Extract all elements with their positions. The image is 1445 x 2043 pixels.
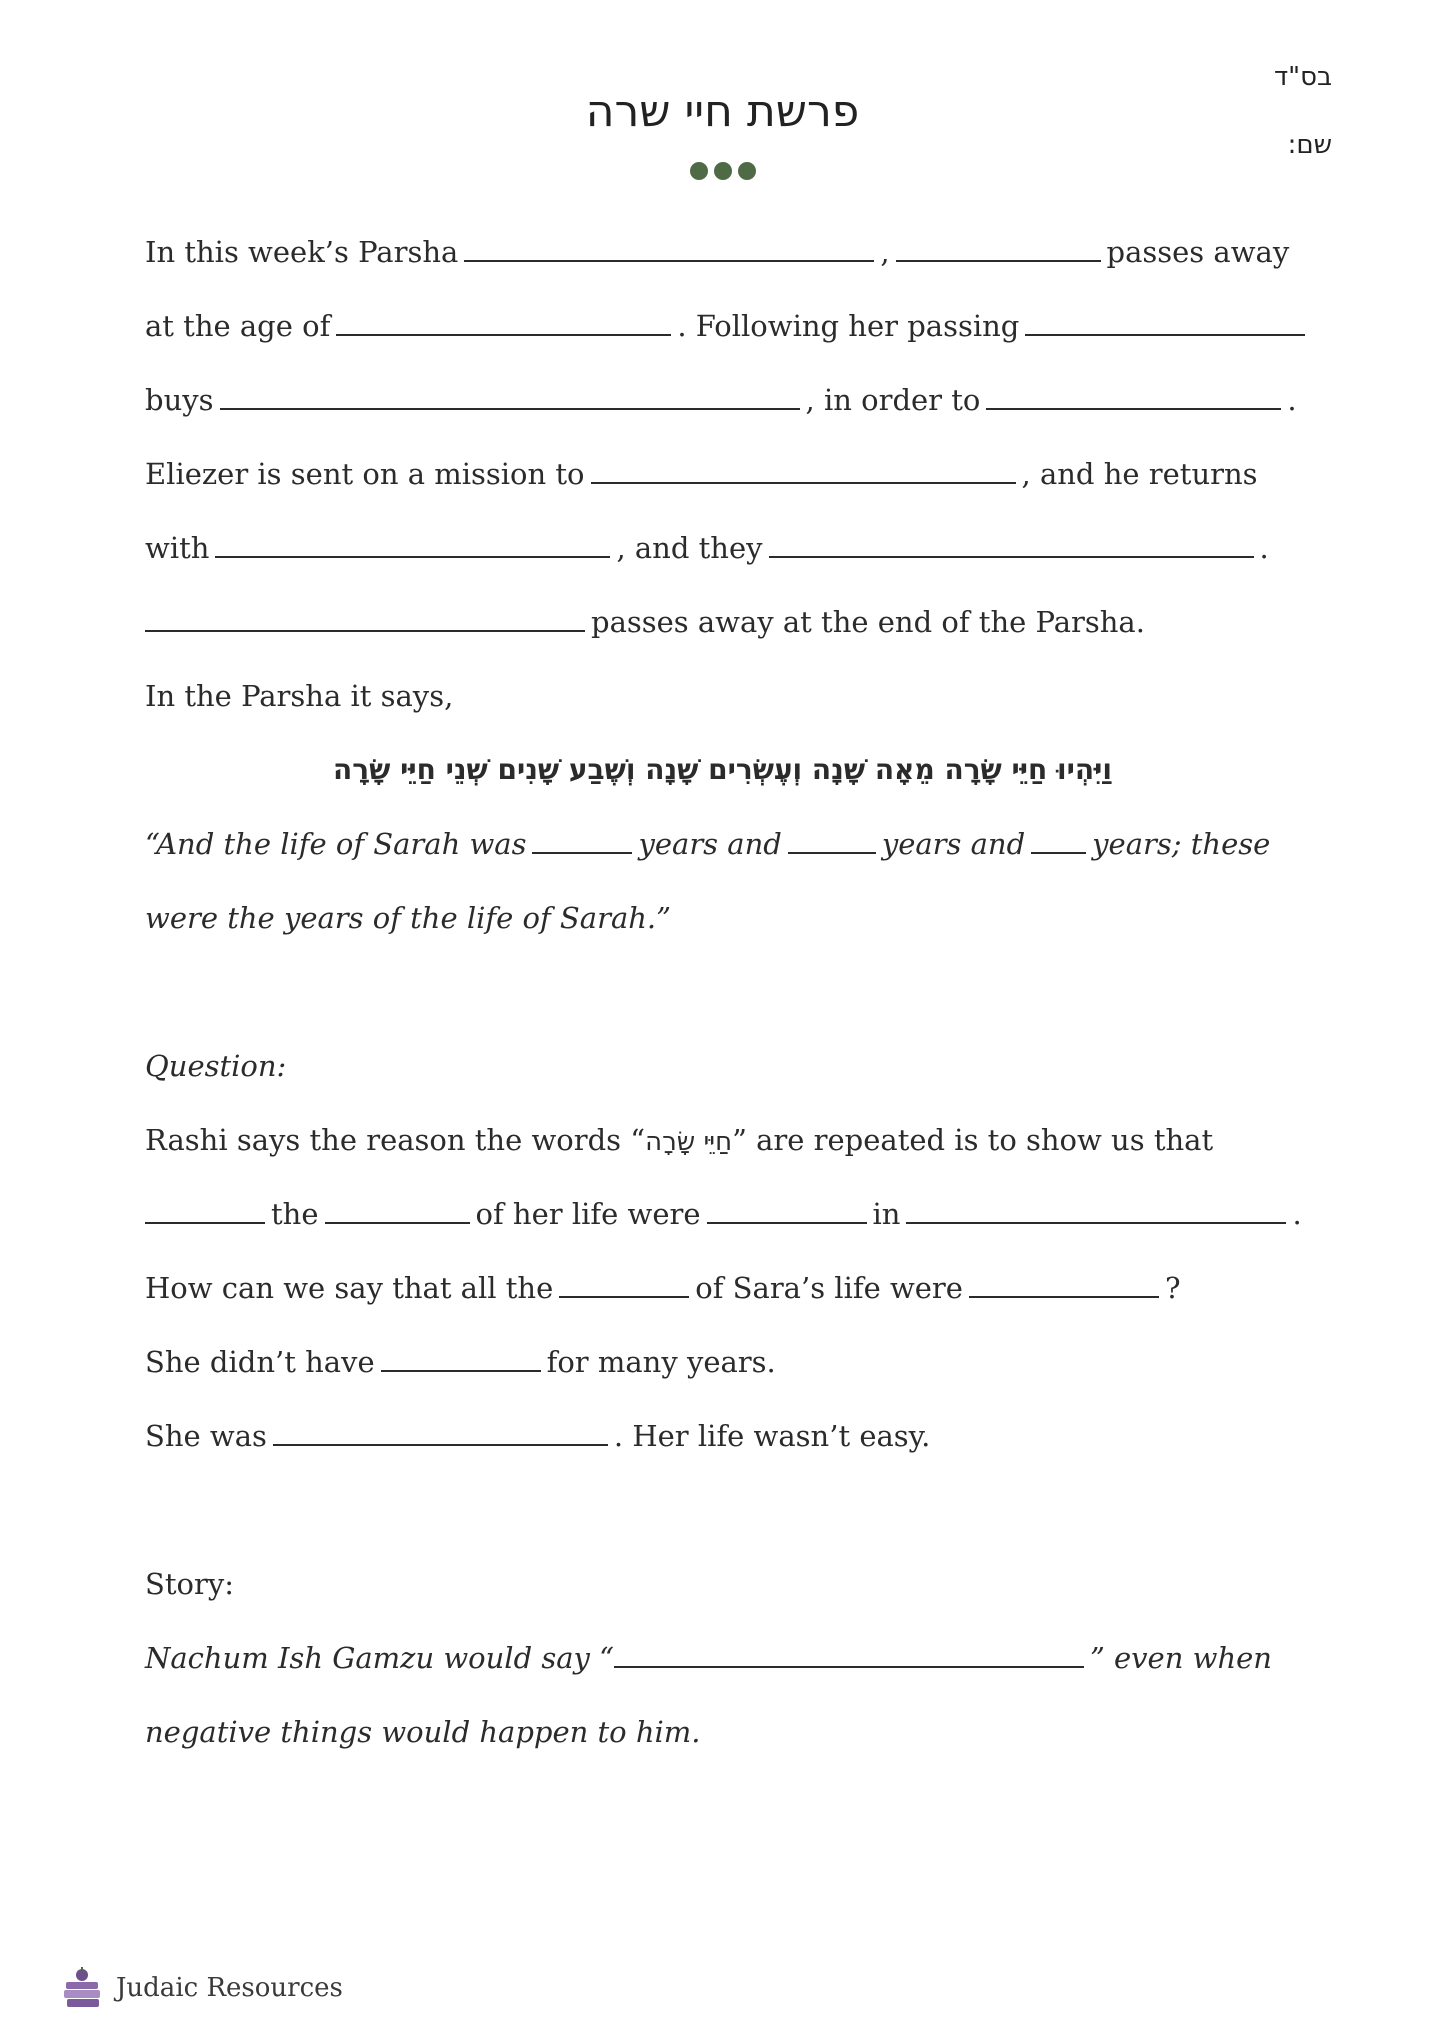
bsd-mark: בס"ד (1273, 62, 1332, 92)
blank-who-buys[interactable] (1025, 312, 1305, 336)
title-divider (0, 162, 1445, 180)
blank-and-they[interactable] (769, 534, 1254, 558)
paragraph-line-7: In the Parsha it says, (145, 679, 454, 713)
blank-purpose[interactable] (986, 386, 1281, 410)
blank-saying[interactable] (614, 1644, 1084, 1668)
question-heading: Question: (145, 1049, 287, 1083)
blank-years-2[interactable] (559, 1274, 689, 1298)
paragraph-line-1: In this week’s Parsha , passes away (145, 235, 1290, 269)
blank-she-was[interactable] (273, 1422, 608, 1446)
paragraph-line-6: passes away at the end of the Parsha. (145, 602, 1305, 642)
question-line-2: the of her life were in . (145, 1194, 1305, 1234)
footer-label: Judaic Resources (116, 1973, 343, 2003)
blank-years[interactable] (325, 1200, 470, 1224)
question-line-3: How can we say that all the of Sara’s life were ? (145, 1271, 1181, 1305)
verse-translation-line-2: were the years of the life of Sarah.” (145, 901, 671, 935)
blank-good[interactable] (969, 1274, 1159, 1298)
blank-equal[interactable] (707, 1200, 867, 1224)
hebrew-verse: וַיִּהְיוּ חַיֵּי שָׂרָה מֵאָה שָׁנָה וְעֶשְׂרִים שָׁנָה וְשֶׁבַע שָׁנִים שְׁנֵי חַיֵּי שָׂרָה (333, 753, 1112, 786)
blank-children[interactable] (381, 1348, 541, 1372)
footer (62, 1966, 343, 2010)
blank-age[interactable] (336, 312, 671, 336)
question-line-1: Rashi says the reason the words “חַיֵּי שָׂרָה” are repeated is to show us that (145, 1123, 1214, 1157)
story-line-1: Nachum Ish Gamzu would say “ ” even when (145, 1641, 1272, 1675)
blank-goodness[interactable] (906, 1200, 1286, 1224)
books-apple-icon (62, 1966, 102, 2010)
name-label: שם: (1287, 130, 1332, 160)
divider-dot (738, 162, 756, 180)
divider-dot (690, 162, 708, 180)
paragraph-line-2: at the age of . Following her passing (145, 306, 1305, 346)
page-title: פרשת חיי שרה (585, 86, 860, 137)
story-heading: Story: (145, 1567, 234, 1601)
blank-who-passes[interactable] (896, 238, 1101, 262)
blank-mission[interactable] (591, 460, 1016, 484)
verse-translation-line-1: “And the life of Sarah was years and years and years; these (145, 827, 1271, 861)
blank-who-passes-end[interactable] (145, 608, 585, 632)
question-line-5: She was . Her life wasn’t easy. (145, 1419, 931, 1453)
blank-hundred[interactable] (532, 830, 632, 854)
blank-parsha-name[interactable] (464, 238, 874, 262)
question-line-4: She didn’t have for many years. (145, 1345, 776, 1379)
story-line-2: negative things would happen to him. (145, 1715, 701, 1749)
blank-all[interactable] (145, 1200, 265, 1224)
paragraph-line-5: with , and they . (145, 531, 1269, 565)
blank-returns-with[interactable] (215, 534, 610, 558)
blank-twenty[interactable] (788, 830, 876, 854)
blank-seven[interactable] (1031, 830, 1086, 854)
paragraph-line-3: buys , in order to . (145, 383, 1297, 417)
divider-dot (714, 162, 732, 180)
paragraph-line-4: Eliezer is sent on a mission to , and he returns (145, 457, 1258, 491)
blank-what-bought[interactable] (220, 386, 800, 410)
